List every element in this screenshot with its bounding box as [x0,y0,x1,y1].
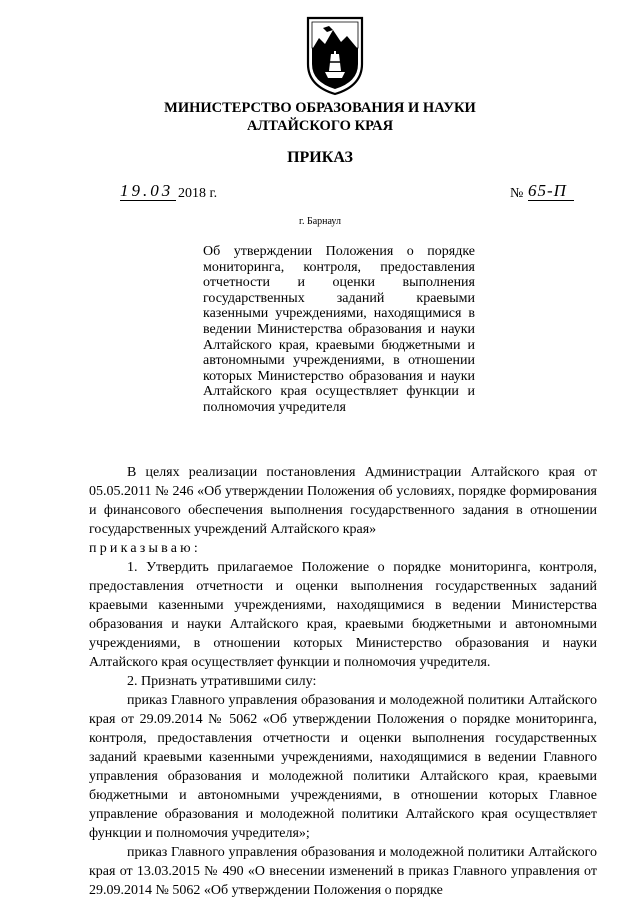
order-number-label: № [510,186,524,201]
prikazyvayu-label: приказываю: [89,541,201,556]
handwritten-order-number: 65-П [528,182,574,201]
altai-krai-coat-of-arms-icon [305,14,365,96]
item-2-repealed-order-1: приказ Главного управления образования и молодежной политики Алтайского края от 29.09.2014 № 5062 «Об утверждении Положения о порядке мониторинга, контроля, предоставления отчетности и оценки выполнения государственных заданий краевыми казенными учреждениями, находящимися в ведении Главного управления образования и молодежной политики Алтайского края, краевыми бюджетными и автономными учреждениями, в отношении которых Главное управление образования и молодежной политики Алтайского края осуществляет функции и полномочия учредителя»; [89,693,597,841]
order-subject: Об утверждении Положения о порядке мониторинга, контроля, предоставления отчетности и оценки выполнения государственных заданий краевыми казенными учреждениями, находящимися в ведении Министерства образования и науки Алтайского края, краевыми бюджетными и автономными учреждениями, в отношении которых Министерство образования и науки Алтайского края осуществляет функции и полномочия учредителя [203,244,475,415]
date-year: 2018 г. [178,186,218,201]
ministry-name-line1: МИНИСТЕРСТВО ОБРАЗОВАНИЯ И НАУКИ [164,100,476,116]
ministry-heading [0,99,640,135]
item-2-paragraph: 2. Признать утратившими силу: [127,674,317,689]
city-name: г. Барнаул [299,216,341,227]
preamble-paragraph: В целях реализации постановления Администрации Алтайского края от 05.05.2011 № 246 «Об утверждении Положения об условиях, порядке формирования и финансового обеспечения выполнения государственного задания в отношении государственных учреждений Алтайского края» [89,465,597,537]
item-2-repealed-order-2: приказ Главного управления образования и молодежной политики Алтайского края от 13.03.2015 № 490 «О внесении изменений в приказ Главного управления от 29.09.2014 № 5062 «Об утверждении Положения о порядке [89,845,597,898]
order-title: ПРИКАЗ [287,149,353,166]
order-body [89,463,597,900]
handwritten-date: 19.03 [120,182,176,201]
ministry-name-line2: АЛТАЙСКОГО КРАЯ [246,118,394,134]
item-1-paragraph: 1. Утвердить прилагаемое Положение о порядке мониторинга, контроля, предоставления отчетности и оценки выполнения государственных заданий краевыми казенными учреждениями, находящимися в ведении Министерства образования и науки Алтайского края, краевыми бюджетными и автономными учреждениями, в отношении которых Министерство образования и науки Алтайского края осуществляет функции и полномочия учредителя. [89,560,597,670]
